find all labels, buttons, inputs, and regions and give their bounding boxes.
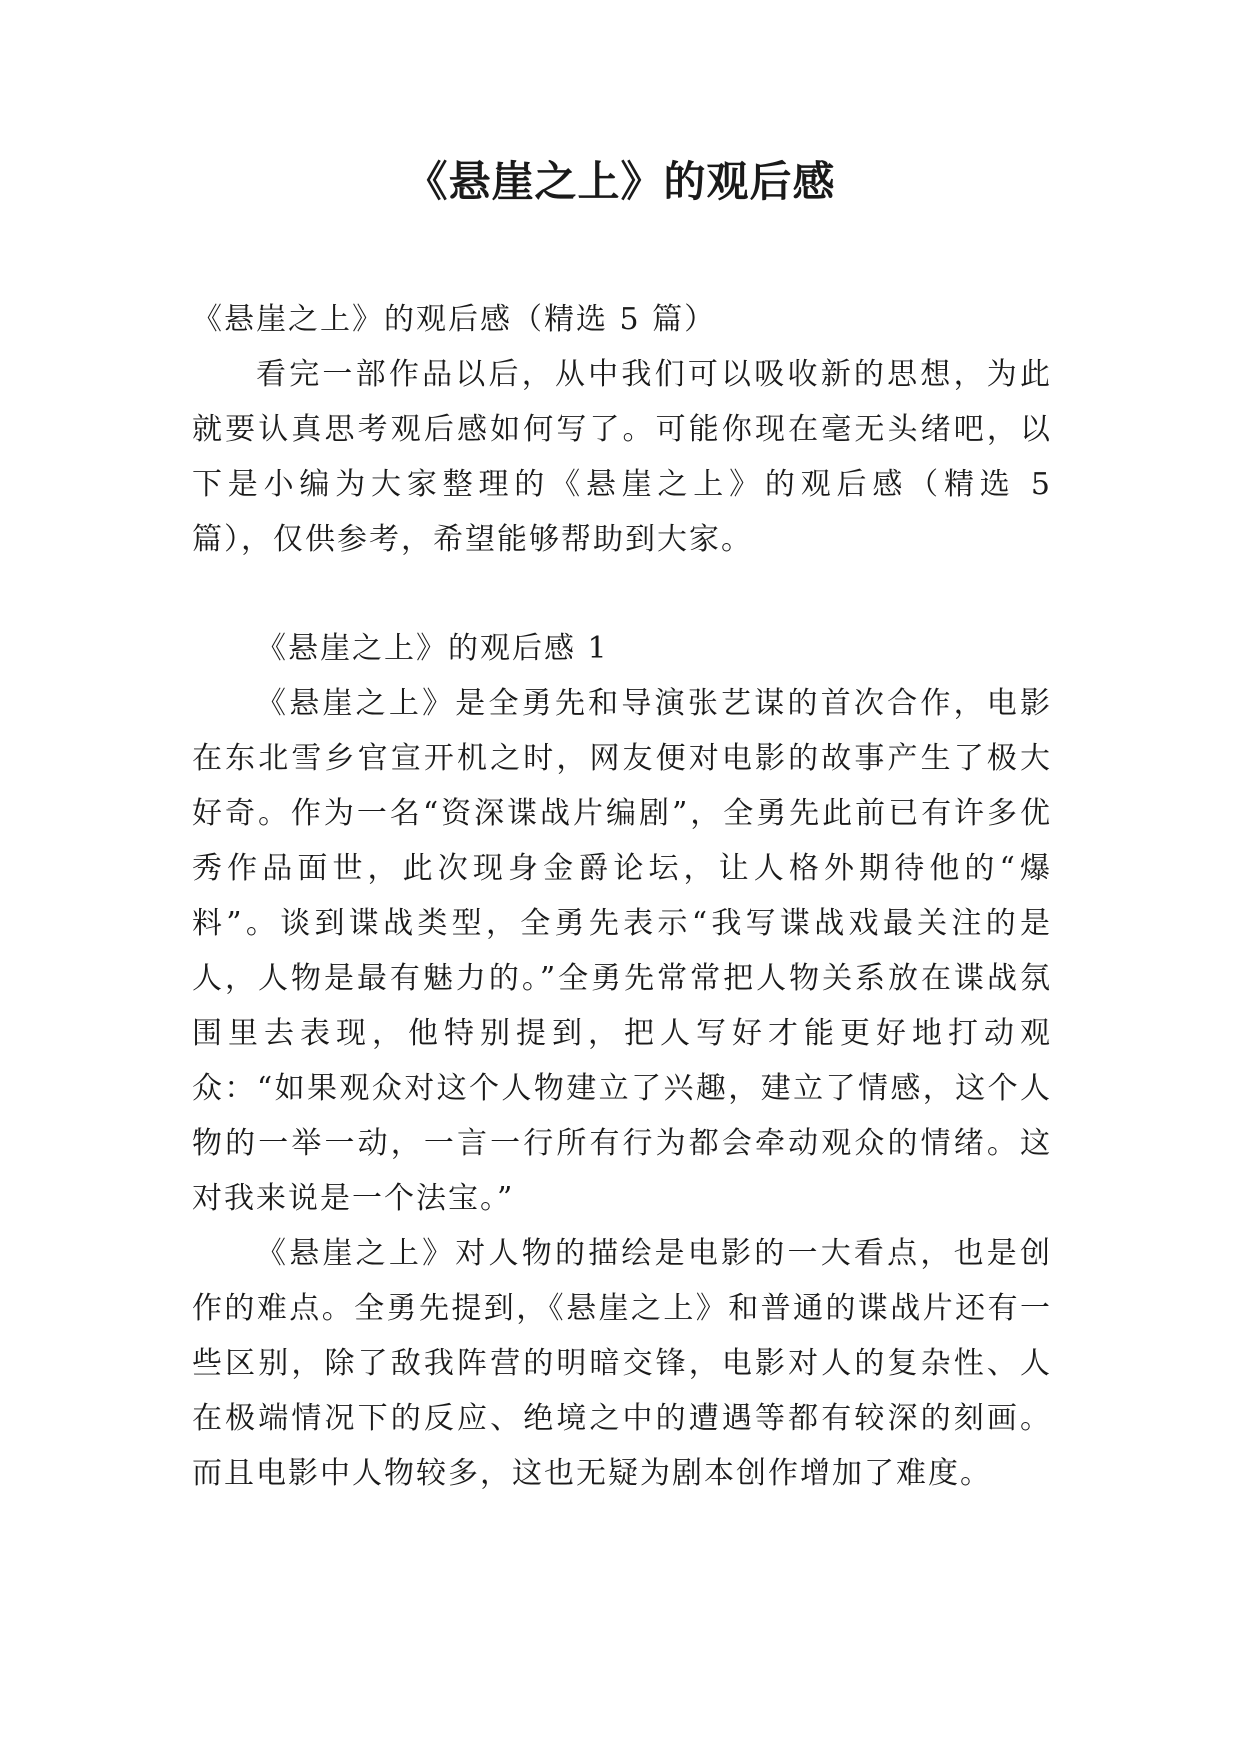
document-body [192, 292, 1052, 1501]
section-spacer [192, 567, 1052, 621]
document-subtitle: 《悬崖之上》的观后感（精选 5 篇） [192, 302, 717, 337]
body-paragraph: 《悬崖之上》对人物的描绘是电影的一大看点，也是创作的难点。全勇先提到，《悬崖之上》和普通的谍战片还有一些区别，除了敌我阵营的明暗交锋，电影对人的复杂性、人在极端情况下的反应、绝境之中的遭遇等都有较深的刻画。而且电影中人物较多，这也无疑为剧本创作增加了难度。 [192, 1236, 1052, 1491]
section-heading: 《悬崖之上》的观后感 1 [256, 631, 609, 666]
document-title: 《悬崖之上》的观后感 [405, 157, 836, 206]
intro-paragraph: 看完一部作品以后，从中我们可以吸收新的思想，为此就要认真思考观后感如何写了。可能你现在毫无头绪吧，以下是小编为大家整理的《悬崖之上》的观后感（精选 5 篇），仅供参考，希望能够帮助到大家。 [192, 357, 1052, 557]
body-paragraph: 《悬崖之上》是全勇先和导演张艺谋的首次合作，电影在东北雪乡官宣开机之时，网友便对电影的故事产生了极大好奇。作为一名“资深谍战片编剧”，全勇先此前已有许多优秀作品面世，此次现身金爵论坛，让人格外期待他的“爆料”。谈到谍战类型，全勇先表示“我写谍战戏最关注的是人，人物是最有魅力的。”全勇先常常把人物关系放在谍战氛围里去表现，他特别提到，把人写好才能更好地打动观众：“如果观众对这个人物建立了兴趣，建立了情感，这个人物的一举一动，一言一行所有行为都会牵动观众的情绪。这对我来说是一个法宝。” [192, 686, 1052, 1216]
